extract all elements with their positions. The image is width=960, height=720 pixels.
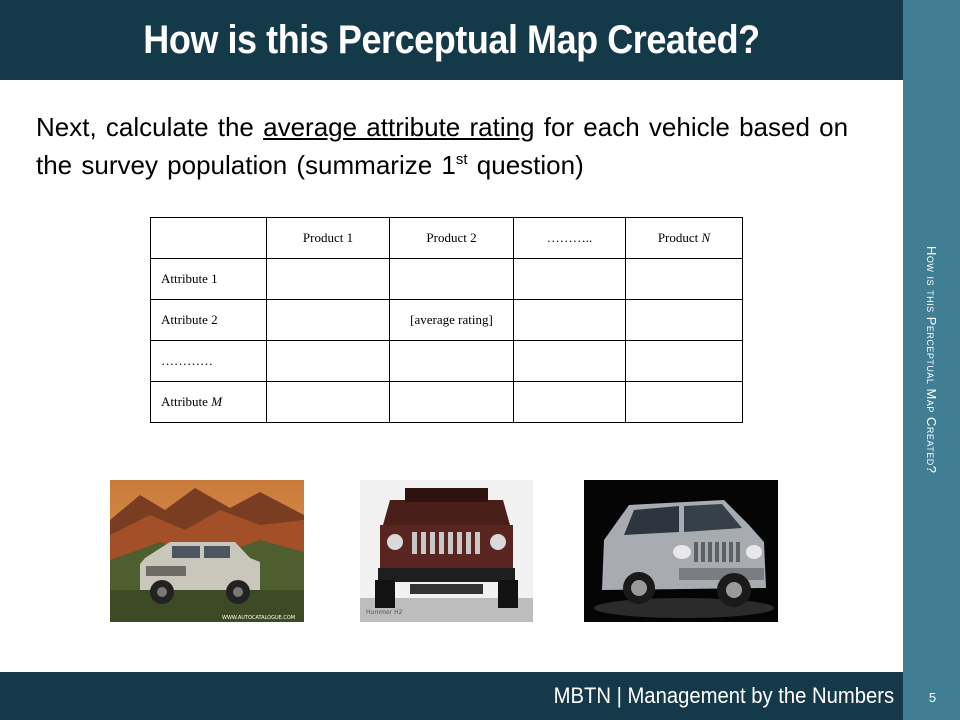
table-header-italic: N [701,230,711,245]
table-header-cell [626,218,743,259]
row-label-text: Attribute [161,394,212,409]
row-label-italic: M [211,394,223,409]
table-cell [390,382,514,423]
table-header-row [151,218,743,259]
table-row-label [151,382,267,423]
table-cell [626,382,743,423]
page-number: 5 [928,690,937,705]
table-cell [514,259,626,300]
table-row [151,259,743,300]
table-row [151,341,743,382]
table-row-label: ………… [151,341,267,382]
table-cell [514,382,626,423]
body-text-superscript: st [455,151,468,168]
table-row-label: Attribute 2 [151,300,267,341]
hummer-photo [360,480,533,622]
table-cell [267,382,390,423]
table-header-cell: ……….. [514,218,626,259]
photo2-caption: Hummer H2 [366,609,403,616]
table-cell [514,341,626,382]
table-cell [267,259,390,300]
body-text-middle: for each vehicle based on the survey population (summarize 1 [36,112,849,180]
table-row [151,382,743,423]
table-row [151,300,743,341]
table-cell [626,259,743,300]
table-row-label: Attribute 1 [151,259,267,300]
table-cell [390,259,514,300]
jeep-photo [584,480,778,622]
body-text-end: question) [467,150,584,180]
table-cell [626,341,743,382]
table-cell [267,300,390,341]
side-label: How is this Perceptual Map Created? [924,246,939,474]
table-cell: [average rating] [390,300,514,341]
table-header-cell: Product 1 [267,218,390,259]
slide-title: How is this Perceptual Map Created? [143,17,760,62]
attribute-rating-table [150,217,743,423]
body-paragraph [36,108,886,184]
table-header-cell: Product 2 [390,218,514,259]
side-label-wrapper [909,0,954,680]
suv-mountain-photo [110,480,304,622]
table-cell [514,300,626,341]
table-cell [626,300,743,341]
table-cell [390,341,514,382]
photo1-caption: WWW.AUTOCATALOGUE.COM [222,615,296,621]
body-text-underlined: average attribute rating [263,112,535,142]
footer-text: MBTN | Management by the Numbers [553,683,894,708]
body-text-start: Next, calculate the [36,112,264,142]
table-header-cell [151,218,267,259]
table-cell [267,341,390,382]
table-header-text: Product [657,230,702,245]
